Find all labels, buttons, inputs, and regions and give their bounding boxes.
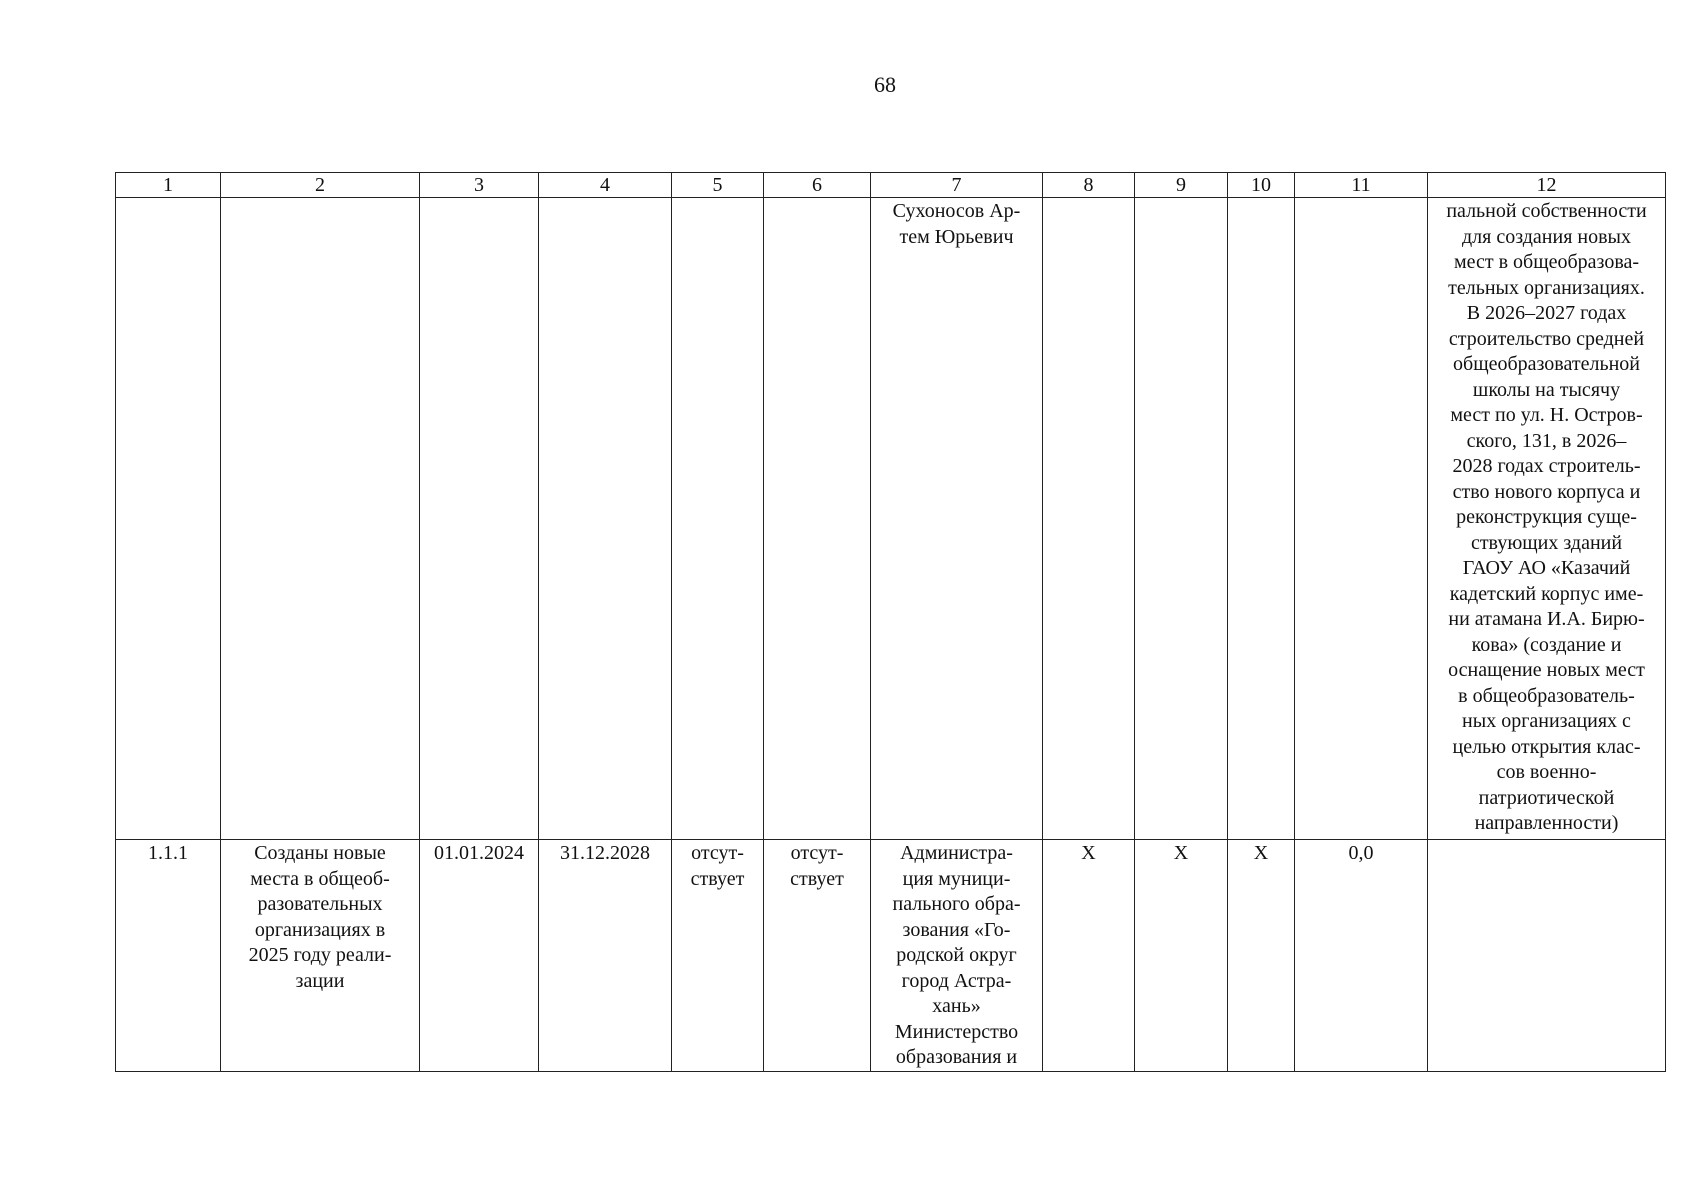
value-cell: 0,0 — [1295, 840, 1428, 1072]
table-row — [116, 198, 1666, 840]
table-cell: отсут- ствует — [672, 840, 764, 1072]
column-header: 6 — [764, 173, 871, 198]
table-cell — [1228, 198, 1295, 840]
table-cell — [539, 198, 672, 840]
column-header: 4 — [539, 173, 672, 198]
table-cell — [764, 198, 871, 840]
column-header: 1 — [116, 173, 221, 198]
table-cell: Х — [1228, 840, 1295, 1072]
table-cell — [1295, 198, 1428, 840]
result-name-cell: Созданы новые места в общеоб- разовательных организациях в 2025 году реали- зации — [221, 840, 420, 1072]
table-cell — [1428, 840, 1666, 1072]
column-header: 12 — [1428, 173, 1666, 198]
data-table — [115, 172, 1666, 1072]
table-row — [116, 840, 1666, 1072]
responsible-executor-cell: Администра- ция муници- пального обра- зования «Го- родской округ город Астра- хань» Министерство образования и — [871, 840, 1043, 1072]
column-header: 5 — [672, 173, 764, 198]
table-cell: отсут- ствует — [764, 840, 871, 1072]
table-cell — [1135, 198, 1228, 840]
column-header: 3 — [420, 173, 539, 198]
table-cell — [116, 198, 221, 840]
column-header: 7 — [871, 173, 1043, 198]
column-header: 11 — [1295, 173, 1428, 198]
start-date-cell: 01.01.2024 — [420, 840, 539, 1072]
table-cell: Х — [1135, 840, 1228, 1072]
item-number-cell: 1.1.1 — [116, 840, 221, 1072]
end-date-cell: 31.12.2028 — [539, 840, 672, 1072]
table-cell: Х — [1043, 840, 1135, 1072]
table-cell — [420, 198, 539, 840]
page-number: 68 — [874, 72, 896, 97]
column-header: 10 — [1228, 173, 1295, 198]
column-header: 2 — [221, 173, 420, 198]
column-header: 8 — [1043, 173, 1135, 198]
table-cell — [672, 198, 764, 840]
responsible-person-cell: Сухоносов Ар- тем Юрьевич — [871, 198, 1043, 840]
table-cell — [1043, 198, 1135, 840]
table-cell — [221, 198, 420, 840]
table-header-row — [116, 173, 1666, 198]
column-header: 9 — [1135, 173, 1228, 198]
description-cell: пальной собственности для создания новых мест в общеобразова- тельных организациях. В 2026–2027 годах строительство средней общеобразовательной школы на тысячу мест по ул. Н. Остров- ского, 131, в 2026– 2028 годах строитель- ство нового корпуса и реконструкция суще- ствующих зданий ГАОУ АО «Казачий кадетский корпус име- ни атамана И.А. Бирю- кова» (создание и оснащение новых мест в общеобразователь- ных организациях с целью открытия клас- сов военно- патриотической направленности) — [1428, 198, 1666, 840]
